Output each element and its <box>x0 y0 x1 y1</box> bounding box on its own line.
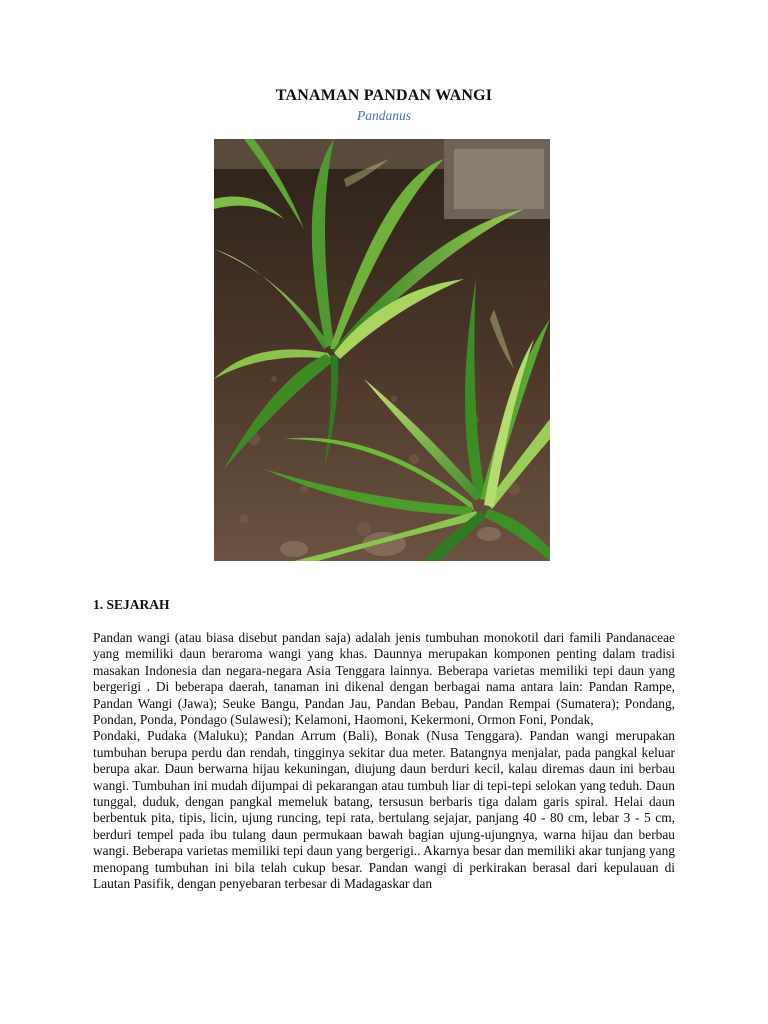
section-heading: 1. SEJARAH <box>93 597 170 612</box>
pandan-plant-photo <box>214 139 550 561</box>
section-body <box>93 630 675 893</box>
paragraph: Pandan wangi (atau biasa disebut pandan saja) adalah jenis tumbuhan monokotil dari famili Pandanaceae yang memiliki daun beraroma wangi yang khas. Daunnya merupakan komponen penting dalam tradisi masakan Indonesia dan negara-negara Asia Tenggara lainnya. Beberapa varietas memiliki tepi daun yang bergerigi . Di beberapa daerah, tanaman ini dikenal dengan berbagai nama antara lain: Pandan Rampe, Pandan Wangi (Jawa); Seuke Bangu, Pandan Jau, Pandan Bebau, Pandan Rempai (Sumatera); Pondang, Pondan, Ponda, Pondago (Sulawesi); Kelamoni, Haomoni, Kekermoni, Ormon Foni, Pondak, <box>93 630 675 728</box>
document-title: TANAMAN PANDAN WANGI <box>275 87 493 104</box>
document-subtitle: Pandanus <box>357 108 411 123</box>
paragraph: Pondaki, Pudaka (Maluku); Pandan Arrum (Bali), Bonak (Nusa Tenggara). Pandan wangi merupakan tumbuhan berupa perdu dan rendah, tingginya sekitar dua meter. Batangnya menjalar, pada pangkal keluar berupa akar. Daun berwarna hijau kekuningan, diujung daun berduri kecil, kalau diremas daun ini berbau wangi. Tumbuhan ini mudah dijumpai di pekarangan atau tumbuh liar di tepi-tepi selokan yang teduh. Daun tunggal, duduk, dengan pangkal memeluk batang, tersusun berbaris tiga dalam garis spiral. Helai daun berbentuk pita, tipis, licin, ujung runcing, tepi rata, bertulang sejajar, panjang 40 - 80 cm, lebar 3 - 5 cm, berduri tempel pada ibu tulang daun permukaan bawah bagian ujung-ujungnya, warna hijau dan berbau wangi. Beberapa varietas memiliki tepi daun yang bergerigi.. Akarnya besar dan memiliki akar tunjang yang menopang tumbuhan ini bila telah cukup besar. Pandan wangi di perkirakan berasal dari kepulauan di Lautan Pasifik, dengan penyebaran terbesar di Madagaskar dan <box>93 728 675 892</box>
